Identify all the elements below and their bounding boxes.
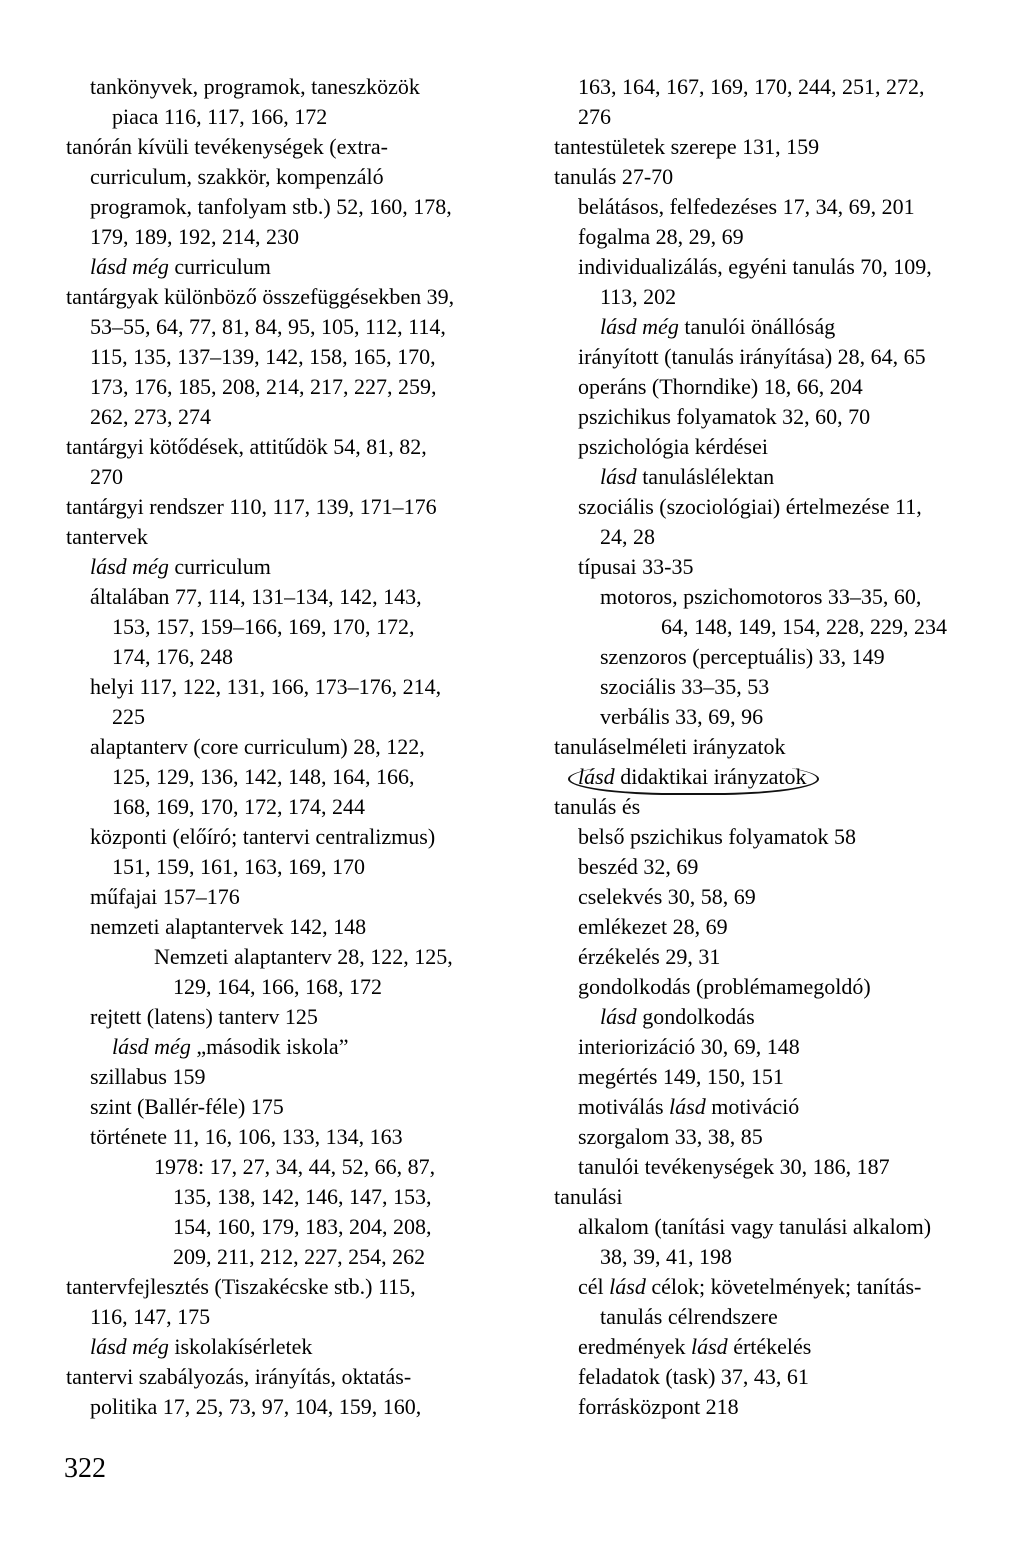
index-entry-line [66, 762, 536, 792]
index-entry-line [66, 282, 536, 312]
index-entry-text: 179, 189, 192, 214, 230 [90, 224, 299, 249]
index-entry-line [66, 132, 536, 162]
index-entry-line [66, 1272, 536, 1302]
index-entry-text: szint (Ballér-féle) 175 [90, 1094, 284, 1119]
index-entry-text: individualizálás, egyéni tanulás 70, 109, [578, 254, 932, 279]
index-entry-line [66, 432, 536, 462]
index-entry-text: interiorizáció 30, 69, 148 [578, 1034, 800, 1059]
index-entry-line [66, 522, 536, 552]
index-entry-text: gondolkodás [636, 1004, 755, 1029]
index-entry-line [554, 342, 1004, 372]
index-entry-text: operáns (Thorndike) 18, 66, 204 [578, 374, 863, 399]
index-entry-line [66, 1302, 536, 1332]
index-entry-line [66, 642, 536, 672]
index-entry-line [554, 972, 1004, 1002]
index-entry-line [554, 1302, 1004, 1332]
cross-reference-label: lásd [691, 1334, 728, 1359]
index-entry-line [554, 492, 1004, 522]
index-entry-text: tankönyvek, programok, taneszközök [90, 74, 420, 99]
index-entry-text: tantárgyak különböző összefüggésekben 39, [66, 284, 455, 309]
index-entry-line [554, 1152, 1004, 1182]
index-entry-line [554, 1062, 1004, 1092]
index-entry-text: 262, 273, 274 [90, 404, 211, 429]
cross-reference-label: lásd [600, 464, 637, 489]
index-entry-line [554, 612, 1004, 642]
index-entry-line [554, 282, 1004, 312]
index-entry-line [66, 582, 536, 612]
index-entry-text: szorgalom 33, 38, 85 [578, 1124, 763, 1149]
index-entry-line [66, 1182, 536, 1212]
index-entry-line [66, 822, 536, 852]
index-entry-line [554, 852, 1004, 882]
index-entry-text: 53–55, 64, 77, 81, 84, 95, 105, 112, 114, [90, 314, 446, 339]
index-entry-line [554, 222, 1004, 252]
index-entry-text: 163, 164, 167, 169, 170, 244, 251, 272, [578, 74, 925, 99]
index-entry-text: alaptanterv (core curriculum) 28, 122, [90, 734, 425, 759]
index-entry-text: programok, tanfolyam stb.) 52, 160, 178, [90, 194, 452, 219]
index-entry-line [66, 342, 536, 372]
index-entry-text: műfajai 157–176 [90, 884, 240, 909]
index-entry-text: megértés 149, 150, 151 [578, 1064, 784, 1089]
index-entry-line [66, 1032, 536, 1062]
index-entry-line [66, 912, 536, 942]
index-entry-text: 209, 211, 212, 227, 254, 262 [173, 1244, 426, 1269]
index-entry-line [66, 372, 536, 402]
index-entry-text: 168, 169, 170, 172, 174, 244 [112, 794, 365, 819]
index-entry-text: pszichikus folyamatok 32, 60, 70 [578, 404, 871, 429]
index-entry-line [66, 192, 536, 222]
index-entry-line [66, 672, 536, 702]
index-entry-text: 129, 164, 166, 168, 172 [173, 974, 382, 999]
index-entry-text: tanórán kívüli tevékenységek (extra- [66, 134, 388, 159]
index-entry-text: szenzoros (perceptuális) 33, 149 [600, 644, 885, 669]
index-entry-text: tanulás célrendszere [600, 1304, 778, 1329]
index-entry-text: gondolkodás (problémamegoldó) [578, 974, 871, 999]
index-entry-text: beszéd 32, 69 [578, 854, 699, 879]
index-entry-line [554, 402, 1004, 432]
index-entry-text: tantárgyi kötődések, attitűdök 54, 81, 82, [66, 434, 427, 459]
index-entry-text: belső pszichikus folyamatok 58 [578, 824, 857, 849]
index-entry-line [554, 312, 1004, 342]
index-entry-line [554, 882, 1004, 912]
cross-reference-label: lásd [600, 1004, 637, 1029]
index-entry-text: 135, 138, 142, 146, 147, 153, [173, 1184, 432, 1209]
index-entry-text: központi (előíró; tantervi centralizmus) [90, 824, 436, 849]
index-entry-text: didaktikai irányzatok [614, 764, 807, 789]
index-entry-line [554, 162, 1004, 192]
index-entry-line [554, 702, 1004, 732]
cross-reference-label: lásd még [112, 1034, 191, 1059]
index-entry-text: forrásközpont 218 [578, 1394, 739, 1419]
index-entry-line [554, 1272, 1004, 1302]
index-entry-line [66, 1212, 536, 1242]
index-entry-text: tantervi szabályozás, irányítás, oktatás- [66, 1364, 412, 1389]
index-entry-line [554, 1332, 1004, 1362]
index-entry-line [554, 522, 1004, 552]
index-entry-text: szillabus 159 [90, 1064, 206, 1089]
index-entry-text: 24, 28 [600, 524, 655, 549]
index-entry-text: 125, 129, 136, 142, 148, 164, 166, [112, 764, 415, 789]
index-entry-text: általában 77, 114, 131–134, 142, 143, [90, 584, 422, 609]
index-entry-text: 174, 176, 248 [112, 644, 233, 669]
index-entry-line [66, 612, 536, 642]
cross-reference-label: lásd még [600, 314, 679, 339]
index-entry-text: emlékezet 28, 69 [578, 914, 728, 939]
index-entry-text: nemzeti alaptantervek 142, 148 [90, 914, 367, 939]
index-entry-text: motiválás [578, 1094, 670, 1119]
index-entry-line [66, 552, 536, 582]
cross-reference-label: lásd [669, 1094, 706, 1119]
index-entry-line [66, 162, 536, 192]
index-entry-line [554, 102, 1004, 132]
index-entry-text: tantestületek szerepe 131, 159 [554, 134, 820, 159]
index-entry-text: tantárgyi rendszer 110, 117, 139, 171–176 [66, 494, 437, 519]
index-entry-line [66, 492, 536, 522]
index-entry-text: tantervek [66, 524, 148, 549]
index-entry-text: curriculum [168, 254, 271, 279]
index-entry-line [66, 792, 536, 822]
index-entry-line [554, 252, 1004, 282]
cross-reference-label: lásd még [90, 254, 169, 279]
index-entry-line [554, 372, 1004, 402]
index-entry-line [66, 402, 536, 432]
index-entry-line [554, 1092, 1004, 1122]
page-number: 322 [64, 1453, 106, 1484]
index-entry-text: története 11, 16, 106, 133, 134, 163 [90, 1124, 403, 1149]
index-entry-line [554, 432, 1004, 462]
index-entry-text: belátásos, felfedezéses 17, 34, 69, 201 [578, 194, 915, 219]
index-entry-line [554, 1212, 1004, 1242]
index-entry-line [66, 942, 536, 972]
index-entry-line [66, 882, 536, 912]
index-entry-text: 225 [112, 704, 145, 729]
index-entry-line [554, 1122, 1004, 1152]
index-entry-line [66, 1092, 536, 1122]
index-entry-text: fogalma 28, 29, 69 [578, 224, 744, 249]
index-entry-text: 270 [90, 464, 123, 489]
index-entry-text: 154, 160, 179, 183, 204, 208, [173, 1214, 432, 1239]
index-entry-line [554, 1002, 1004, 1032]
index-entry-text: „második iskola” [190, 1034, 349, 1059]
index-entry-line [66, 102, 536, 132]
index-entry-text: tanulás 27-70 [554, 164, 674, 189]
index-entry-line [66, 1002, 536, 1032]
index-entry-line [554, 732, 1004, 762]
index-entry-text: 153, 157, 159–166, 169, 170, 172, [112, 614, 415, 639]
index-entry-line [554, 642, 1004, 672]
index-entry-text: 115, 135, 137–139, 142, 158, 165, 170, [90, 344, 436, 369]
index-entry-text: tanuláslélektan [636, 464, 775, 489]
index-entry-text: verbális 33, 69, 96 [600, 704, 764, 729]
index-entry-text: típusai 33-35 [578, 554, 694, 579]
index-entry-line [66, 702, 536, 732]
index-entry-text: motiváció [705, 1094, 800, 1119]
index-entry-text: feladatok (task) 37, 43, 61 [578, 1364, 809, 1389]
index-entry-text: szociális 33–35, 53 [600, 674, 770, 699]
index-entry-text: politika 17, 25, 73, 97, 104, 159, 160, [90, 1394, 422, 1419]
index-entry-text: Nemzeti alaptanterv 28, 122, 125, [154, 944, 453, 969]
index-entry-text: rejtett (latens) tanterv 125 [90, 1004, 318, 1029]
index-entry-text: eredmények [578, 1334, 691, 1359]
index-entry-line [66, 462, 536, 492]
index-entry-line [554, 1392, 1004, 1422]
cross-reference-label: lásd [578, 764, 615, 789]
index-entry-line [66, 222, 536, 252]
index-entry-text: 64, 148, 149, 154, 228, 229, 234 [661, 614, 947, 639]
index-entry-text: irányított (tanulás irányítása) 28, 64, 65 [578, 344, 926, 369]
index-entry-line [554, 462, 1004, 492]
cross-reference-label: lásd még [90, 554, 169, 579]
index-entry-text: szociális (szociológiai) értelmezése 11, [578, 494, 922, 519]
index-entry-line [66, 1362, 536, 1392]
index-entry-text: cél [578, 1274, 610, 1299]
index-entry-text: tanuláselméleti irányzatok [554, 734, 786, 759]
index-left-column [66, 72, 536, 1422]
index-entry-line [66, 1152, 536, 1182]
index-entry-text: motoros, pszichomotoros 33–35, 60, [600, 584, 922, 609]
index-entry-text: tanulói tevékenységek 30, 186, 187 [578, 1154, 890, 1179]
index-entry-line [66, 1062, 536, 1092]
index-entry-line [554, 1362, 1004, 1392]
index-entry-text: alkalom (tanítási vagy tanulási alkalom) [578, 1214, 932, 1239]
index-entry-text: piaca 116, 117, 166, 172 [112, 104, 328, 129]
index-entry-line [66, 972, 536, 1002]
index-entry-line [66, 1242, 536, 1272]
index-entry-text: pszichológia kérdései [578, 434, 768, 459]
index-entry-line [66, 72, 536, 102]
index-entry-line [554, 72, 1004, 102]
index-entry-line [554, 1182, 1004, 1212]
index-entry-line [554, 912, 1004, 942]
index-entry-text: 151, 159, 161, 163, 169, 170 [112, 854, 365, 879]
index-entry-text: tantervfejlesztés (Tiszakécske stb.) 115, [66, 1274, 416, 1299]
index-entry-text: célok; követelmények; tanítás- [645, 1274, 922, 1299]
index-entry-text: 38, 39, 41, 198 [600, 1244, 732, 1269]
index-entry-line [66, 312, 536, 342]
index-entry-line [554, 192, 1004, 222]
index-entry-line [66, 252, 536, 282]
index-entry-text: 116, 147, 175 [90, 1304, 211, 1329]
index-entry-text: értékelés [727, 1334, 812, 1359]
index-right-column [554, 72, 1004, 1422]
index-entry-text: iskolakísérletek [168, 1334, 313, 1359]
index-entry-text: cselekvés 30, 58, 69 [578, 884, 756, 909]
index-entry-text: curriculum [168, 554, 271, 579]
index-entry-line [66, 852, 536, 882]
index-entry-line [554, 822, 1004, 852]
handwritten-circle-mark [578, 762, 807, 792]
index-entry-text: curriculum, szakkör, kompenzáló [90, 164, 384, 189]
index-entry-line [554, 1032, 1004, 1062]
index-entry-text: helyi 117, 122, 131, 166, 173–176, 214, [90, 674, 442, 699]
index-entry-line [554, 792, 1004, 822]
index-entry-line [66, 1122, 536, 1152]
index-entry-line [554, 552, 1004, 582]
index-entry-line [66, 732, 536, 762]
index-entry-line [554, 132, 1004, 162]
index-entry-line [66, 1332, 536, 1362]
index-entry-text: 276 [578, 104, 611, 129]
index-entry-line [554, 582, 1004, 612]
index-entry-line [554, 672, 1004, 702]
cross-reference-label: lásd még [90, 1334, 169, 1359]
index-entry-line [554, 1242, 1004, 1272]
index-entry-line [554, 762, 1004, 792]
index-entry-text: érzékelés 29, 31 [578, 944, 721, 969]
cross-reference-label: lásd [609, 1274, 646, 1299]
index-entry-text: 113, 202 [600, 284, 677, 309]
index-entry-text: 173, 176, 185, 208, 214, 217, 227, 259, [90, 374, 437, 399]
index-entry-text: tanulás és [554, 794, 641, 819]
index-entry-text: tanulói önállóság [678, 314, 836, 339]
index-entry-line [66, 1392, 536, 1422]
index-entry-text: tanulási [554, 1184, 623, 1209]
index-entry-text: 1978: 17, 27, 34, 44, 52, 66, 87, [154, 1154, 436, 1179]
index-entry-line [554, 942, 1004, 972]
